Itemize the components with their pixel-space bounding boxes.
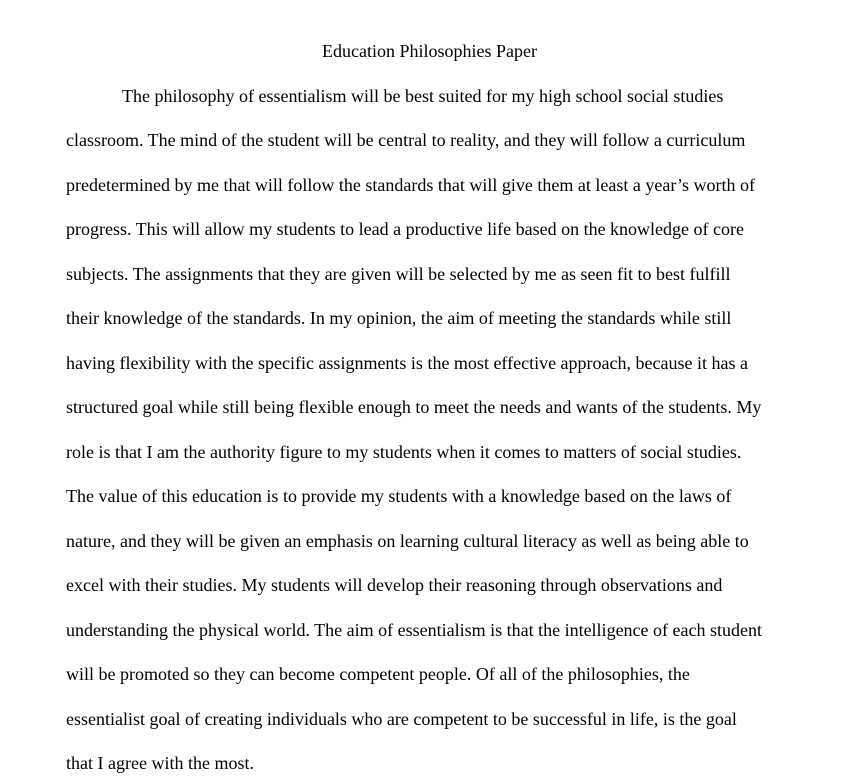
paragraph-line-12: excel with their studies. My students will develop their reasoning through observations and (66, 575, 723, 595)
paragraph-line-6: their knowledge of the standards. In my opinion, the aim of meeting the standards while still (66, 308, 732, 328)
paragraph-line-11: nature, and they will be given an emphasis on learning cultural literacy as well as being able to (66, 531, 749, 551)
paragraph-line-4: progress. This will allow my students to lead a productive life based on the knowledge of core (66, 219, 745, 239)
paragraph-line-3: predetermined by me that will follow the standards that will give them at least a year’s worth of (66, 175, 755, 195)
paragraph-line-2: classroom. The mind of the student will be central to reality, and they will follow a curriculum (66, 130, 746, 150)
paragraph-line-14: will be promoted so they can become competent people. Of all of the philosophies, the (66, 664, 690, 684)
paragraph-line-7: having flexibility with the specific assignments is the most effective approach, because it has a (66, 353, 748, 373)
paragraph-line-16: that I agree with the most. (66, 753, 254, 773)
paragraph-line-10: The value of this education is to provide my students with a knowledge based on the laws of (66, 486, 732, 506)
paragraph-line-9: role is that I am the authority figure to my students when it comes to matters of social studies. (66, 442, 742, 462)
document-title: Education Philosophies Paper (322, 41, 537, 61)
paragraph-line-1: The philosophy of essentialism will be best suited for my high school social studies (122, 86, 724, 106)
paragraph-line-15: essentialist goal of creating individuals who are competent to be successful in life, is the goal (66, 709, 737, 729)
paragraph-line-13: understanding the physical world. The aim of essentialism is that the intelligence of each student (66, 620, 762, 640)
paragraph-line-8: structured goal while still being flexible enough to meet the needs and wants of the students. My (66, 397, 762, 417)
paragraph-line-5: subjects. The assignments that they are given will be selected by me as seen fit to best fulfill (66, 264, 731, 284)
